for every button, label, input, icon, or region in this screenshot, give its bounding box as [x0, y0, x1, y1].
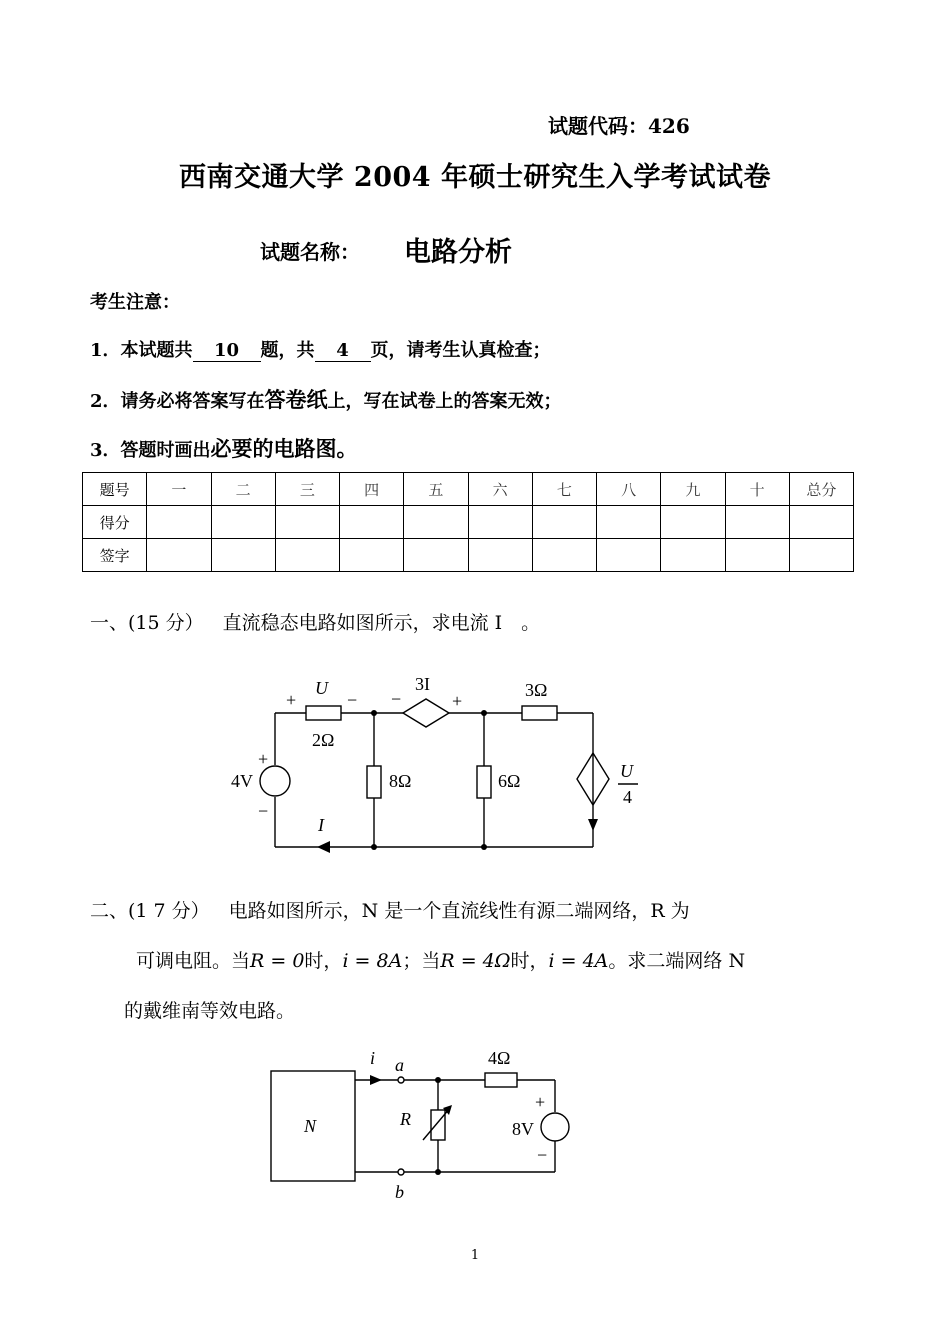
- plus-sign: +: [286, 690, 297, 710]
- node-dot: [435, 1169, 441, 1175]
- subject-label: 试题名称：: [260, 240, 360, 264]
- minus-sign: −: [258, 801, 269, 821]
- resistor-8ohm: [367, 766, 381, 798]
- resistor-2ohm: [306, 706, 341, 720]
- node-dot: [481, 844, 487, 850]
- node-dot: [435, 1077, 441, 1083]
- resistor-3ohm: [522, 706, 557, 720]
- question-2-line-1: 二、(1 7 分） 电路如图所示，N 是一个直流线性有源二端网络，R 为: [90, 900, 690, 922]
- label-3ohm: 3Ω: [525, 680, 548, 700]
- notice-rule-2: 2．请务必将答案写在答卷纸上，写在试卷上的答案无效；: [90, 387, 562, 412]
- question-2-line-2: 可调电阻。当R = 0时，i = 8A；当R = 4Ω时，i = 4A。求二端网络 N: [136, 950, 746, 972]
- col-header: 八: [597, 473, 661, 506]
- dependent-voltage-source: [403, 699, 449, 727]
- question-1-head: 一、(15 分）: [90, 612, 204, 634]
- equation: i = 4A: [548, 950, 609, 972]
- label-2ohm: 2Ω: [312, 730, 335, 750]
- equation: R = 4Ω: [440, 950, 511, 972]
- current-arrow: [317, 841, 330, 853]
- row-header: 得分: [83, 506, 147, 539]
- terminal-a: [398, 1077, 404, 1083]
- label-n: N: [304, 1116, 317, 1136]
- question-1-text: 直流稳态电路如图所示，求电流 I 。: [222, 612, 541, 634]
- col-header: 题号: [83, 473, 147, 506]
- circuit-1: [260, 699, 638, 847]
- circuit-1-labels: [231, 674, 634, 835]
- num-pages: 4: [315, 342, 371, 362]
- label-i: i: [370, 1048, 376, 1068]
- page-number: 1: [470, 1248, 480, 1263]
- col-header: 六: [468, 473, 532, 506]
- notice-rule-1: 1．本试题共 10 题，共 4 页，请考生认真检查；: [90, 340, 551, 361]
- col-header: 九: [661, 473, 725, 506]
- current-arrow: [370, 1075, 382, 1085]
- voltage-source-4v: [260, 766, 290, 796]
- label-i: I: [318, 815, 324, 835]
- variable-resistor-r: [431, 1110, 445, 1140]
- label-a: a: [395, 1055, 404, 1075]
- minus-sign: −: [347, 690, 358, 710]
- node-dot: [371, 710, 377, 716]
- label-fraction-numerator: U: [620, 761, 633, 781]
- current-source-arrow: [588, 819, 598, 831]
- col-header: 四: [340, 473, 404, 506]
- num-questions: 10: [193, 342, 261, 362]
- voltage-source-8v: [541, 1113, 569, 1141]
- equation: i = 8A: [342, 950, 403, 972]
- label-4v: 4V: [231, 771, 253, 791]
- equation: R = 0: [250, 950, 305, 972]
- label-fraction-denominator: 4: [623, 787, 632, 807]
- question-2-line-3: 的戴维南等效电路。: [124, 1000, 296, 1022]
- node-dot: [481, 710, 487, 716]
- col-header: 七: [532, 473, 596, 506]
- notice-rule-3: 3．答题时画出必要的电路图。: [90, 436, 358, 461]
- label-r: R: [400, 1109, 411, 1129]
- minus-sign: −: [391, 689, 402, 709]
- exam-code-value: 426: [648, 114, 690, 138]
- plus-sign: +: [535, 1092, 546, 1112]
- label-6ohm: 6Ω: [498, 771, 521, 791]
- question-2-head: 二、(1 7 分）: [90, 900, 210, 922]
- label-4ohm: 4Ω: [488, 1048, 511, 1068]
- label-u: U: [315, 678, 328, 698]
- label-8ohm: 8Ω: [389, 771, 412, 791]
- label-3i: 3I: [415, 674, 430, 694]
- row-header: 签字: [83, 539, 147, 572]
- plus-sign: +: [258, 749, 269, 769]
- exam-code-label: 试题代码：: [548, 114, 648, 138]
- subject-name: 电路分析: [404, 237, 512, 268]
- minus-sign: −: [537, 1145, 548, 1165]
- notice-heading: 考生注意：: [90, 292, 180, 313]
- col-header: 总分: [789, 473, 853, 506]
- label-8v: 8V: [512, 1119, 534, 1139]
- exam-title: 西南交通大学 2004 年硕士研究生入学考试试卷: [179, 162, 771, 193]
- plus-sign: +: [452, 691, 463, 711]
- terminal-b: [398, 1169, 404, 1175]
- col-header: 五: [404, 473, 468, 506]
- col-header: 三: [275, 473, 339, 506]
- col-header: 二: [211, 473, 275, 506]
- label-b: b: [395, 1182, 404, 1202]
- node-dot: [371, 844, 377, 850]
- col-header: 一: [147, 473, 211, 506]
- resistor-4ohm: [485, 1073, 517, 1087]
- col-header: 十: [725, 473, 789, 506]
- resistor-6ohm: [477, 766, 491, 798]
- variable-resistor-arrow-shaft: [423, 1108, 450, 1140]
